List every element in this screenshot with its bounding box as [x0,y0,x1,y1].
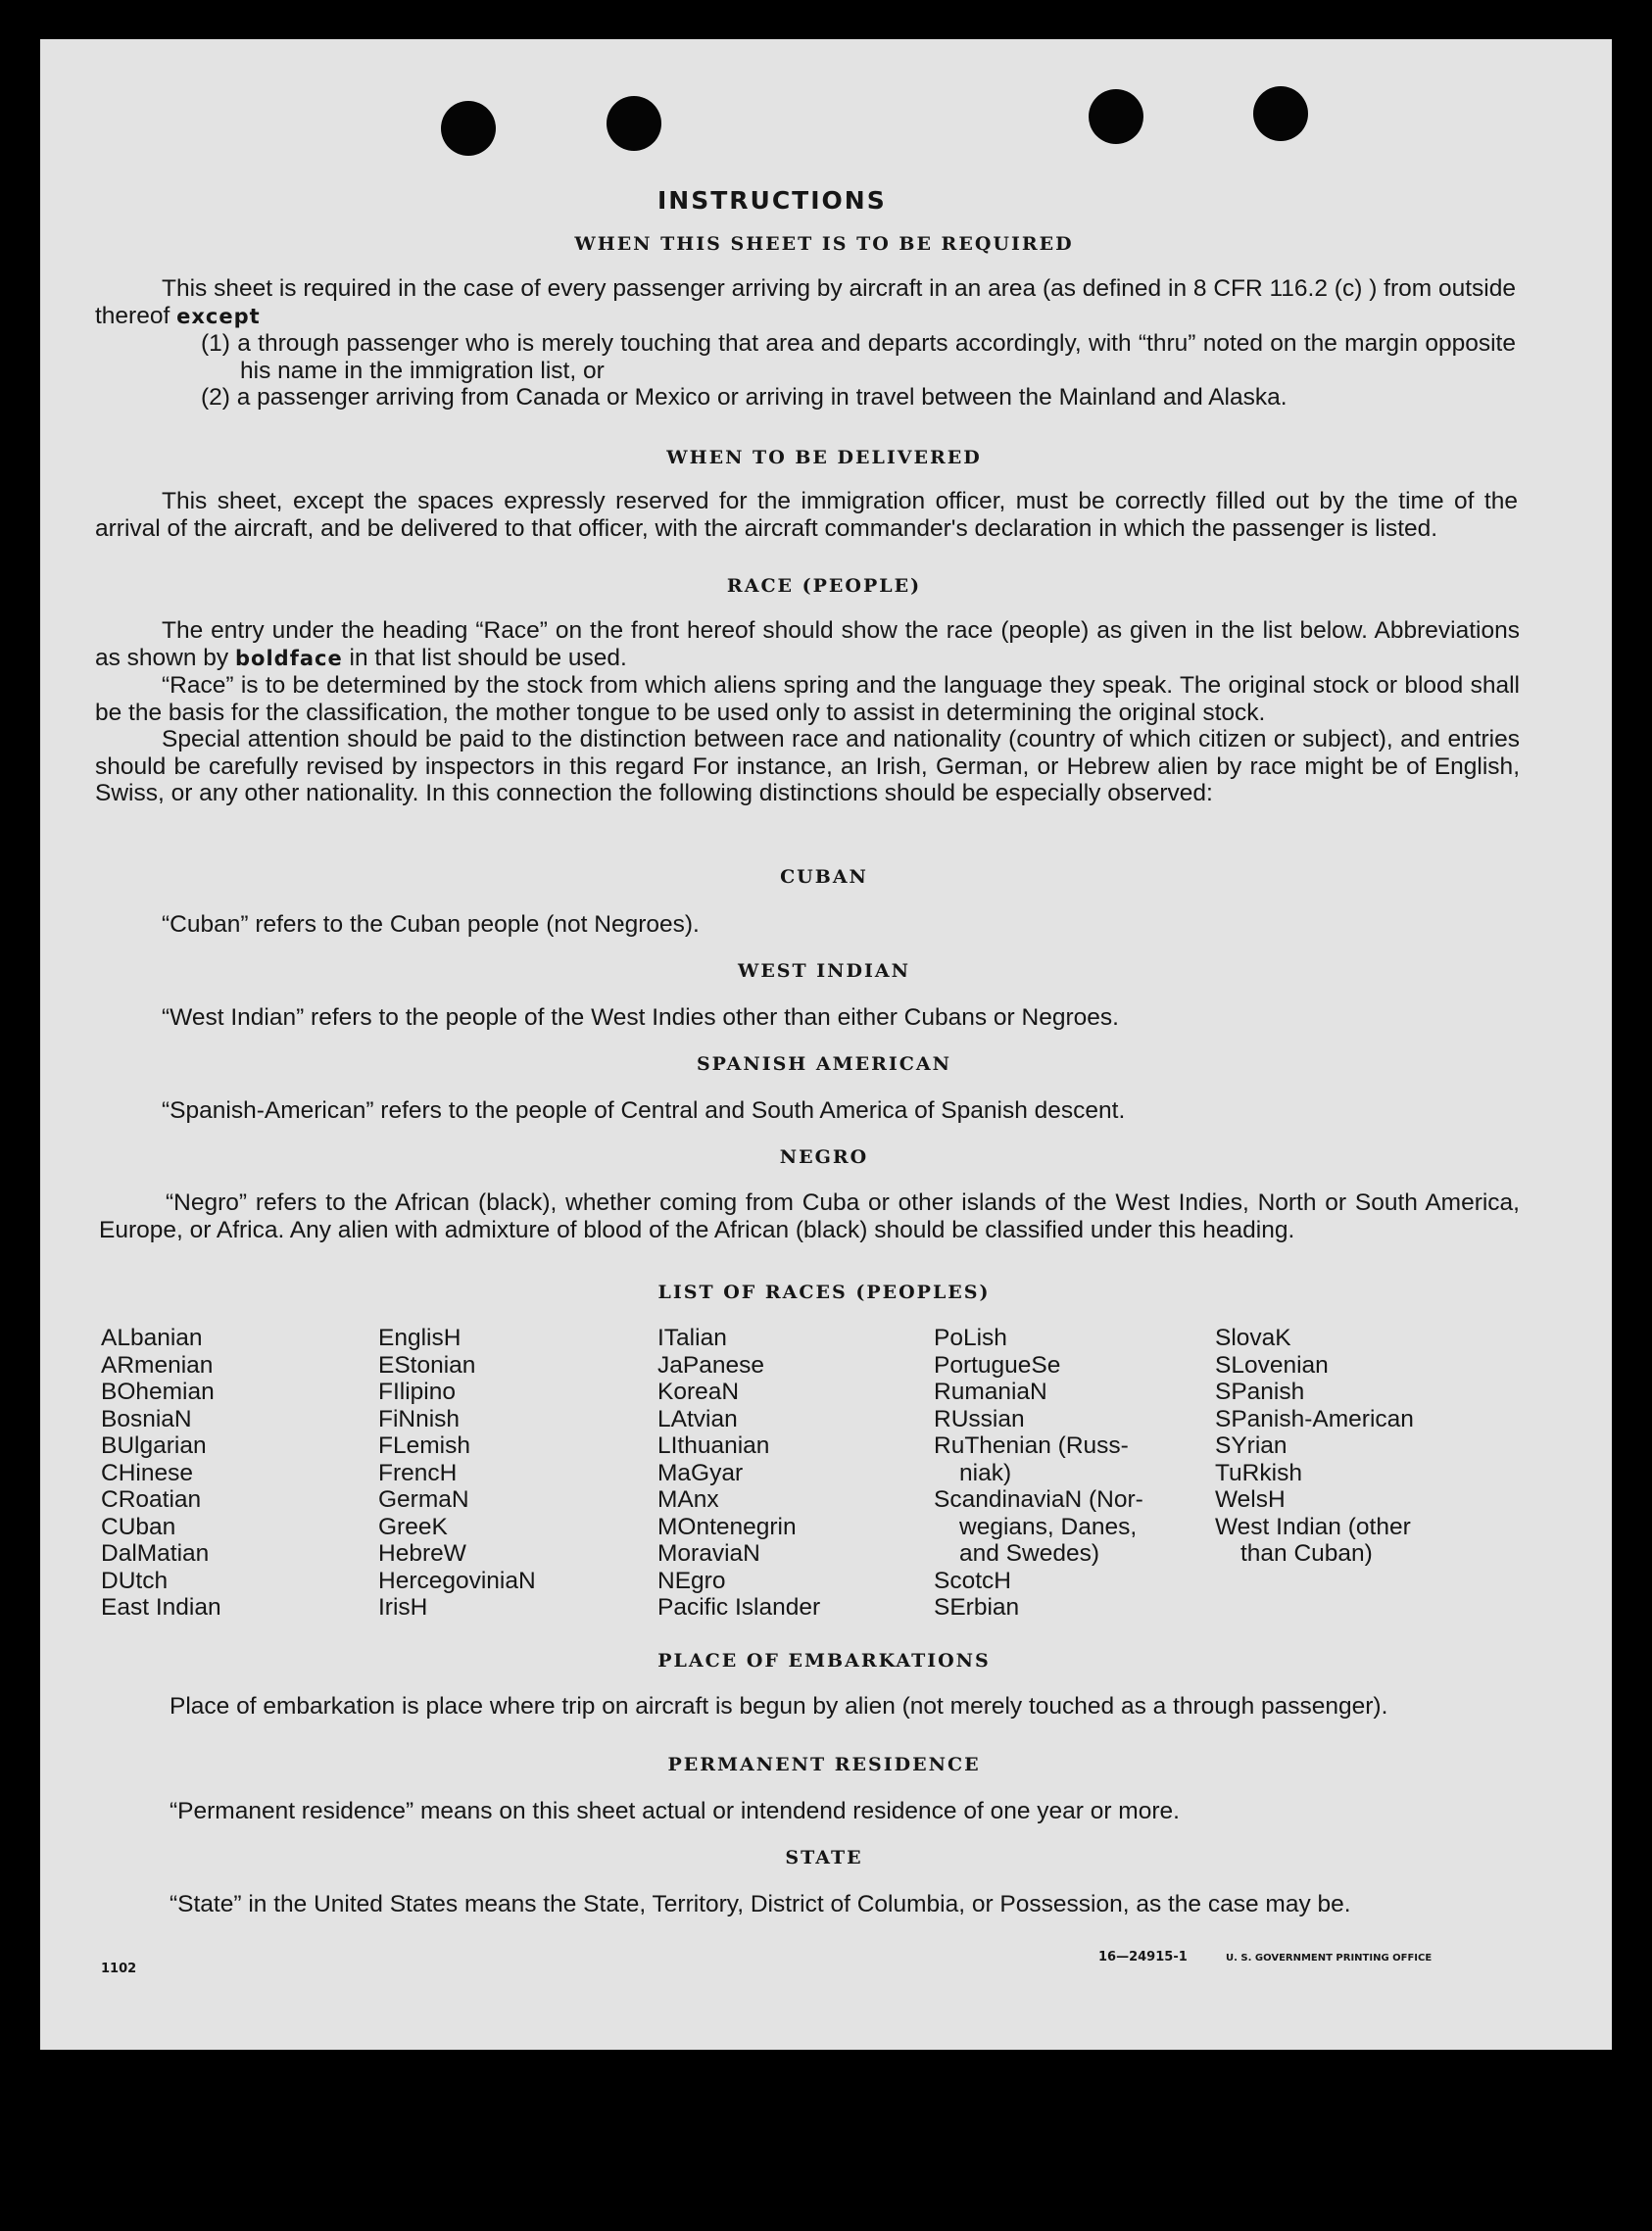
spanish-american-text: “Spanish-American” refers to the people of Central and South America of Spanish descent. [162,1097,1126,1124]
race-entry: SErbian [934,1594,1020,1621]
when-required-text [95,275,1516,412]
west-indian-text: “West Indian” refers to the people of the West Indies other than either Cubans or Negroes. [162,1004,1119,1031]
heading-race: RACE (PEOPLE) [726,575,922,597]
race-entry: HebreW [378,1540,466,1567]
race-paragraph-3: Special attention should be paid to the distinction between race and nationality (country of which citizen or subject), and entries should be carefully revised by inspectors in this regard For instance, an Irish, German, or Hebrew alien by race might be of English, Swiss, or any other nationality. In this connection the following distinctions should be especially observed: [95,726,1520,806]
race-entry: MoraviaN [657,1540,760,1567]
residence-text: “Permanent residence” means on this sheet actual or intendend residence of one year or more. [170,1798,1180,1824]
exception-2: (2) a passenger arriving from Canada or Mexico or arriving in travel between the Mainland and Alaska. [201,384,1288,411]
page-title: INSTRUCTIONS [657,186,887,215]
heading-place-of-embarkations: PLACE OF EMBARKATIONS [657,1650,991,1672]
state-paragraph: “State” in the United States means the State, Territory, District of Columbia, or Possession, as the case may be. [170,1891,1351,1917]
race-entry: RuThenian (Russ- [934,1432,1129,1459]
race-entry: NEgro [657,1567,726,1594]
race-entry: GreeK [378,1513,448,1540]
race-entry: ScandinaviaN (Nor- [934,1486,1143,1513]
punch-hole [441,101,496,156]
races-column-4 [934,1325,1143,1622]
race-entry: RUssian [934,1405,1025,1432]
printer-imprint: U. S. GOVERNMENT PRINTING OFFICE [1226,1953,1433,1964]
race-entry: ARmenian [101,1351,214,1379]
heading-west-indian: WEST INDIAN [737,960,911,982]
race-entry: TuRkish [1215,1459,1302,1486]
race-entry: PortugueSe [934,1351,1061,1379]
race-entry: RumaniaN [934,1379,1047,1405]
race-entry: FIlipino [378,1379,456,1405]
heading-when-required: WHEN THIS SHEET IS TO BE REQUIRED [574,233,1074,255]
race-entry: FrencH [378,1459,458,1486]
when-delivered-text [95,488,1518,542]
race-paragraph-1: The entry under the heading “Race” on the front hereof should show the race (people) as given in the list below. Abbreviations as shown by [95,617,1520,671]
heading-permanent-residence: PERMANENT RESIDENCE [667,1754,981,1775]
race-entry: East Indian [101,1594,221,1621]
race-entry: SLovenian [1215,1351,1329,1379]
race-entry: MAnx [657,1486,719,1513]
race-entry: niak) [959,1459,1012,1486]
race-entry: DUtch [101,1567,169,1594]
heading-spanish-american: SPANISH AMERICAN [696,1053,952,1075]
except-emphasis: except [176,304,261,328]
embarkation-text [103,1693,1520,1721]
exception-1: (1) a through passenger who is merely touching that area and departs accordingly, with “thru” noted on the margin opposite his name in the immigration list, or [201,330,1516,384]
heading-cuban: CUBAN [780,866,868,888]
race-entry: ALbanian [101,1325,203,1351]
race-entry: BosniaN [101,1405,192,1432]
race-paragraph-1-end: in that list should be used. [349,644,627,671]
heading-state: STATE [785,1847,863,1868]
negro-paragraph: “Negro” refers to the African (black), whether coming from Cuba or other islands of the West Indies, North or South America, Europe, or Africa. Any alien with admixture of blood of the African (black) should be classified under this heading. [99,1189,1520,1243]
race-entry: SPanish-American [1215,1405,1414,1432]
negro-text [99,1189,1520,1243]
race-entry: FiNnish [378,1405,461,1432]
race-entry: MaGyar [657,1459,744,1486]
race-entry: SlovaK [1215,1325,1291,1351]
form-number: 1102 [101,1962,137,1976]
race-entry: KoreaN [657,1379,740,1405]
races-column-1 [101,1325,221,1622]
race-entry: CRoatian [101,1486,202,1513]
race-entry: LAtvian [657,1405,738,1432]
race-entry: HercegoviniaN [378,1567,536,1594]
race-entry: MOntenegrin [657,1513,797,1540]
race-paragraph-2: “Race” is to be determined by the stock from which aliens spring and the language they speak. The original stock or blood shall be the basis for the classification, the mother tongue to be used only to assist in determining the original stock. [95,672,1520,726]
when-required-intro: This sheet is required in the case of every passenger arriving by aircraft in an area (as defined in 8 CFR 116.2 (c) ) from outside thereof [95,275,1516,329]
punch-hole [1253,86,1308,141]
race-entry: SYrian [1215,1432,1288,1459]
race-entry: EStonian [378,1351,476,1379]
heading-when-delivered: WHEN TO BE DELIVERED [666,447,982,468]
race-entry: BOhemian [101,1379,215,1405]
race-entry: SPanish [1215,1379,1305,1405]
races-column-2 [378,1325,536,1622]
race-entry: WelsH [1215,1486,1286,1513]
race-entry: EnglisH [378,1325,462,1351]
punch-hole [1089,89,1143,144]
race-entry: JaPanese [657,1351,764,1379]
embarkation-paragraph: Place of embarkation is place where trip on aircraft is begun by alien (not merely touched as a through passenger). [170,1693,1388,1720]
race-entry: BUlgarian [101,1432,207,1459]
boldface-emphasis: boldface [235,646,343,670]
race-entry: and Swedes) [959,1540,1100,1567]
race-entry: DalMatian [101,1540,210,1567]
race-entry: wegians, Danes, [959,1513,1138,1540]
cuban-text: “Cuban” refers to the Cuban people (not Negroes). [162,911,700,938]
race-entry: than Cuban) [1240,1540,1373,1567]
race-entry: LIthuanian [657,1432,770,1459]
race-entry: IrisH [378,1594,428,1621]
when-delivered-paragraph: This sheet, except the spaces expressly reserved for the immigration officer, must be correctly filled out by the time of the arrival of the aircraft, and be delivered to that officer, with the aircraft commander's declaration in which the passenger is listed. [95,488,1518,542]
heading-negro: NEGRO [779,1146,869,1168]
race-entry: PoLish [934,1325,1007,1351]
race-entry: Pacific Islander [657,1594,821,1621]
punch-hole [607,96,661,151]
race-entry: GermaN [378,1486,469,1513]
race-entry: West Indian (other [1215,1513,1411,1540]
document-page [40,39,1612,2050]
race-entry: ScotcH [934,1567,1011,1594]
race-entry: CUban [101,1513,176,1540]
race-entry: CHinese [101,1459,193,1486]
state-text [103,1891,1520,1918]
races-column-5 [1215,1325,1414,1568]
race-entry: ITalian [657,1325,727,1351]
race-text [95,617,1520,807]
print-number: 16—24915-1 [1098,1950,1188,1964]
race-entry: FLemish [378,1432,470,1459]
heading-list-of-races: LIST OF RACES (PEOPLES) [657,1282,991,1303]
races-column-3 [657,1325,820,1622]
